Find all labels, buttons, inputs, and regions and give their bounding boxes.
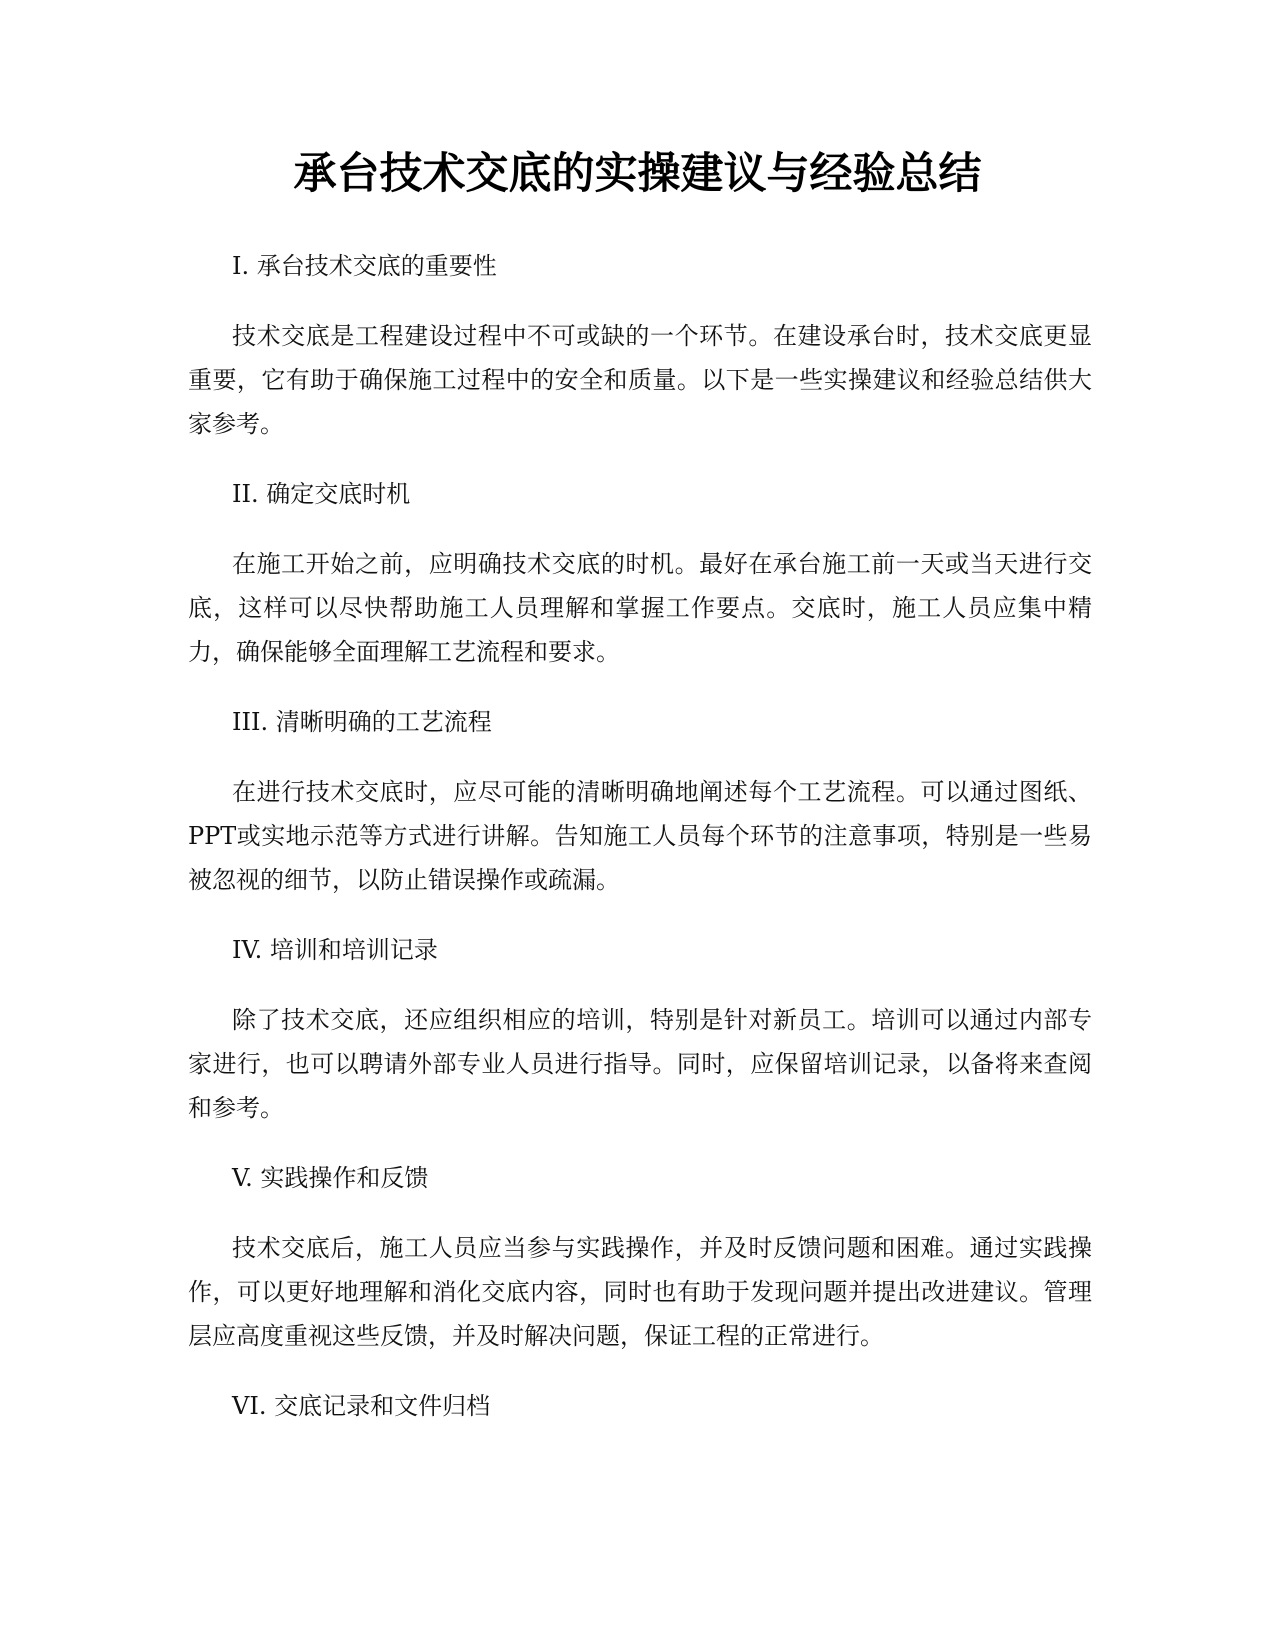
section-heading-3: III. 清晰明确的工艺流程 [232, 708, 492, 736]
section-paragraph-1: 技术交底是工程建设过程中不可或缺的一个环节。在建设承台时，技术交底更显重要，它有助于确保施工过程中的安全和质量。以下是一些实操建议和经验总结供大家参考。 [188, 322, 1092, 438]
section-paragraph-2: 在施工开始之前，应明确技术交底的时机。最好在承台施工前一天或当天进行交底，这样可以尽快帮助施工人员理解和掌握工作要点。交底时，施工人员应集中精力，确保能够全面理解工艺流程和要求。 [188, 550, 1092, 666]
section-heading-2: II. 确定交底时机 [232, 480, 411, 508]
section-heading-4: IV. 培训和培训记录 [232, 936, 438, 964]
document-body [188, 244, 1092, 1454]
document-title: 承台技术交底的实操建议与经验总结 [293, 149, 982, 199]
section-paragraph-3: 在进行技术交底时，应尽可能的清晰明确地阐述每个工艺流程。可以通过图纸、PPT或实地示范等方式进行讲解。告知施工人员每个环节的注意事项，特别是一些易被忽视的细节，以防止错误操作或疏漏。 [188, 778, 1092, 894]
section-heading-5: V. 实践操作和反馈 [232, 1164, 429, 1192]
section-heading-1: I. 承台技术交底的重要性 [232, 252, 497, 280]
section-paragraph-4: 除了技术交底，还应组织相应的培训，特别是针对新员工。培训可以通过内部专家进行，也可以聘请外部专业人员进行指导。同时，应保留培训记录，以备将来查阅和参考。 [188, 1006, 1092, 1122]
section-paragraph-5: 技术交底后，施工人员应当参与实践操作，并及时反馈问题和困难。通过实践操作，可以更好地理解和消化交底内容，同时也有助于发现问题并提出改进建议。管理层应高度重视这些反馈，并及时解决问题，保证工程的正常进行。 [188, 1234, 1092, 1350]
section-heading-6: VI. 交底记录和文件归档 [232, 1392, 491, 1420]
